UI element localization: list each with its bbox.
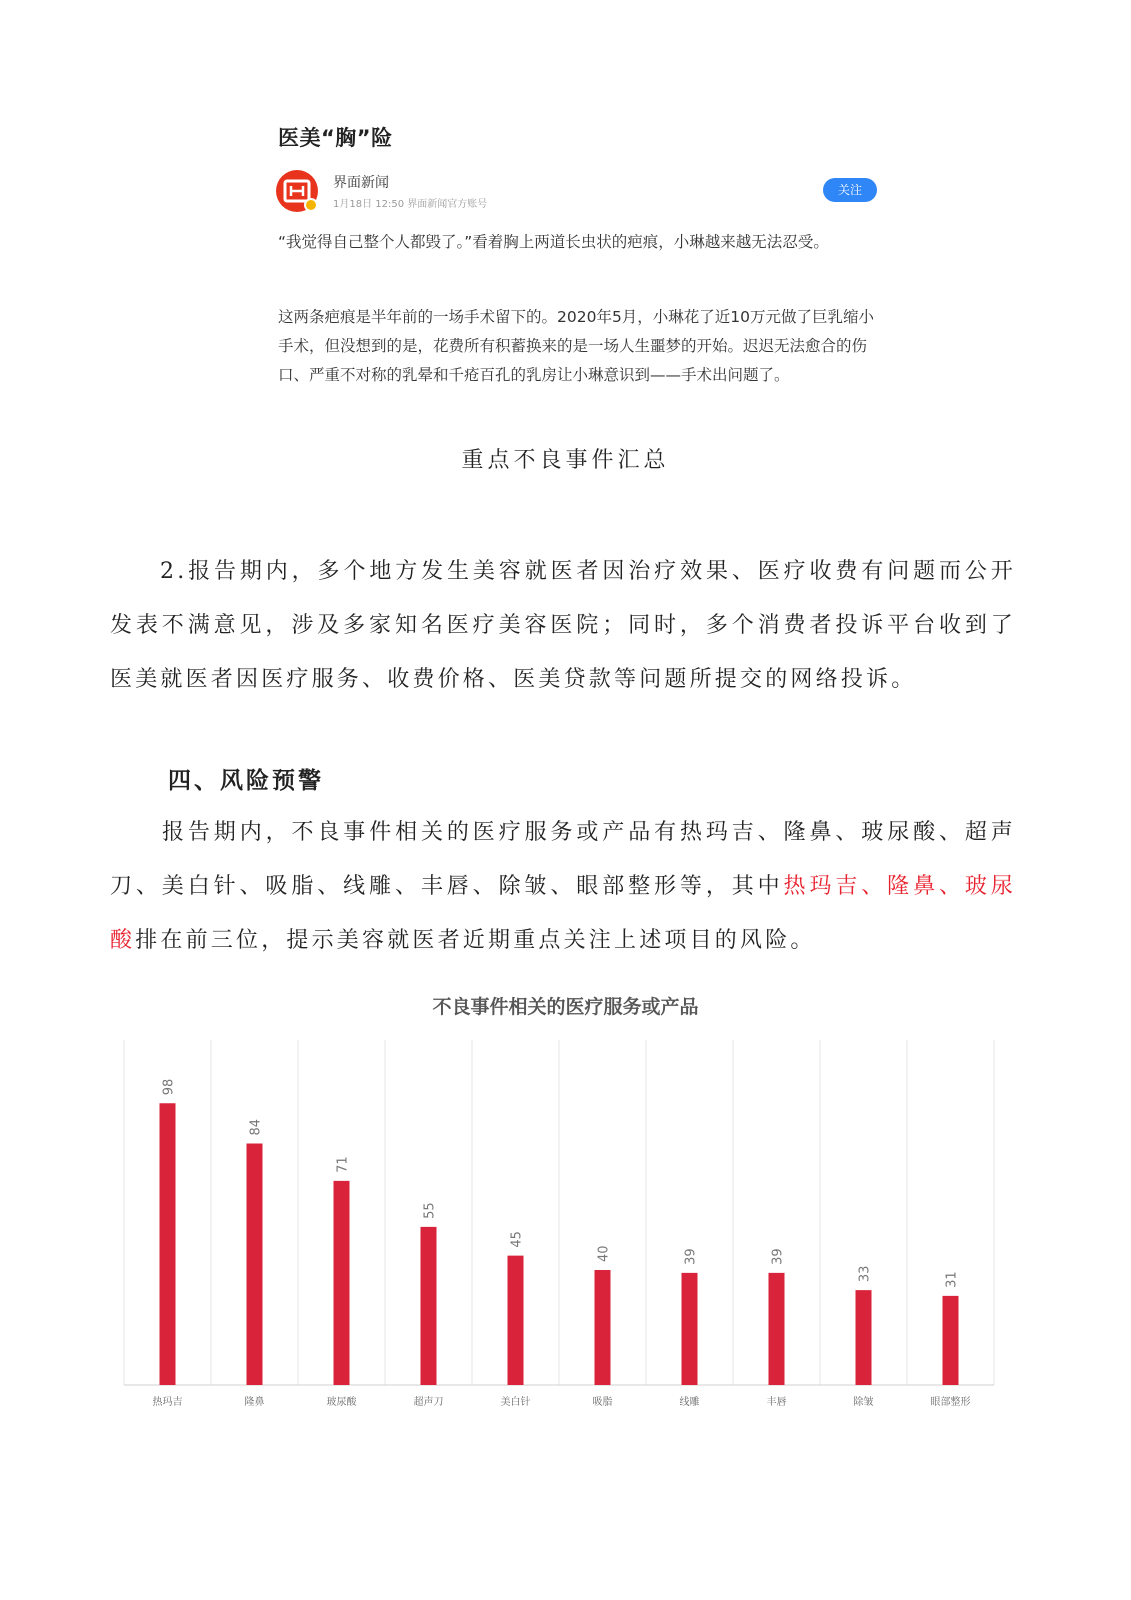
bar [421, 1227, 437, 1385]
data-label: 55 [422, 1202, 438, 1219]
news-paragraph: “我觉得自己整个人都毁了。”看着胸上两道长虫状的疤痕，小琳越来越无法忍受。 [278, 233, 829, 251]
bar-chart [110, 1040, 1010, 1420]
x-tick-label: 热玛吉 [152, 1397, 183, 1408]
data-label: 33 [857, 1265, 873, 1283]
body-paragraph [110, 806, 1016, 968]
data-label: 84 [248, 1118, 264, 1136]
data-label: 45 [509, 1231, 525, 1248]
bar [160, 1103, 176, 1385]
data-label: 40 [596, 1245, 612, 1262]
news-title: 医美“胸”险 [278, 126, 393, 150]
data-label: 39 [683, 1248, 699, 1265]
x-tick-label: 隆鼻 [244, 1397, 265, 1408]
data-label: 31 [944, 1271, 960, 1288]
verified-badge-icon [304, 198, 318, 212]
news-paragraph: 这两条疤痕是半年前的一场手术留下的。2020年5月，小琳花了近10万元做了巨乳缩小手术，但没想到的是，花费所有积蓄换来的是一场人生噩梦的开始。迟迟无法愈合的伤口、严重不对称的乳晕和千疮百孔的乳房让小琳意识到——手术出问题了。 [278, 308, 875, 384]
x-tick-label: 除皱 [853, 1397, 874, 1408]
bar [769, 1273, 785, 1385]
bar [334, 1181, 350, 1385]
paragraph-text: 报告期内，不良事件相关的医疗服务或产品有热玛吉、隆鼻、玻尿酸、超声刀、美白针、吸脂、线雕、丰唇、除皱、眼部整形等，其中 [110, 820, 1016, 899]
source-meta: 1月18日 12:50 界面新闻官方账号 [333, 199, 488, 210]
x-tick-label: 丰唇 [766, 1397, 787, 1408]
figure-caption: 重点不良事件汇总 [461, 448, 670, 473]
bar [856, 1290, 872, 1385]
bar [943, 1296, 959, 1385]
x-tick-label: 玻尿酸 [326, 1397, 357, 1408]
bar [247, 1144, 263, 1386]
source-name[interactable]: 界面新闻 [333, 175, 389, 191]
bar [508, 1256, 524, 1385]
x-tick-label: 美白针 [500, 1397, 531, 1408]
chart-title: 不良事件相关的医疗服务或产品 [432, 996, 699, 1018]
bar [682, 1273, 698, 1385]
follow-button[interactable]: 关注 [823, 178, 877, 202]
section-heading: 四、风险预警 [168, 767, 324, 794]
x-tick-label: 吸脂 [592, 1397, 613, 1408]
body-paragraph: 2.报告期内，多个地方发生美容就医者因治疗效果、医疗收费有问题而公开发表不满意见，涉及多家知名医疗美容医院；同时，多个消费者投诉平台收到了医美就医者因医疗服务、收费价格、医美贷款等问题所提交的网络投诉。 [110, 559, 1016, 692]
x-tick-label: 线雕 [679, 1397, 700, 1408]
highlighted-text: 热玛吉、隆鼻、玻尿酸 [110, 874, 1016, 953]
x-tick-label: 超声刀 [413, 1397, 444, 1408]
bar [595, 1270, 611, 1385]
data-label: 98 [161, 1078, 177, 1096]
data-label: 71 [335, 1156, 351, 1173]
paragraph-text: 排在前三位，提示美容就医者近期重点关注上述项目的风险。 [135, 928, 816, 953]
data-label: 39 [770, 1248, 786, 1265]
x-tick-label: 眼部整形 [930, 1397, 971, 1408]
